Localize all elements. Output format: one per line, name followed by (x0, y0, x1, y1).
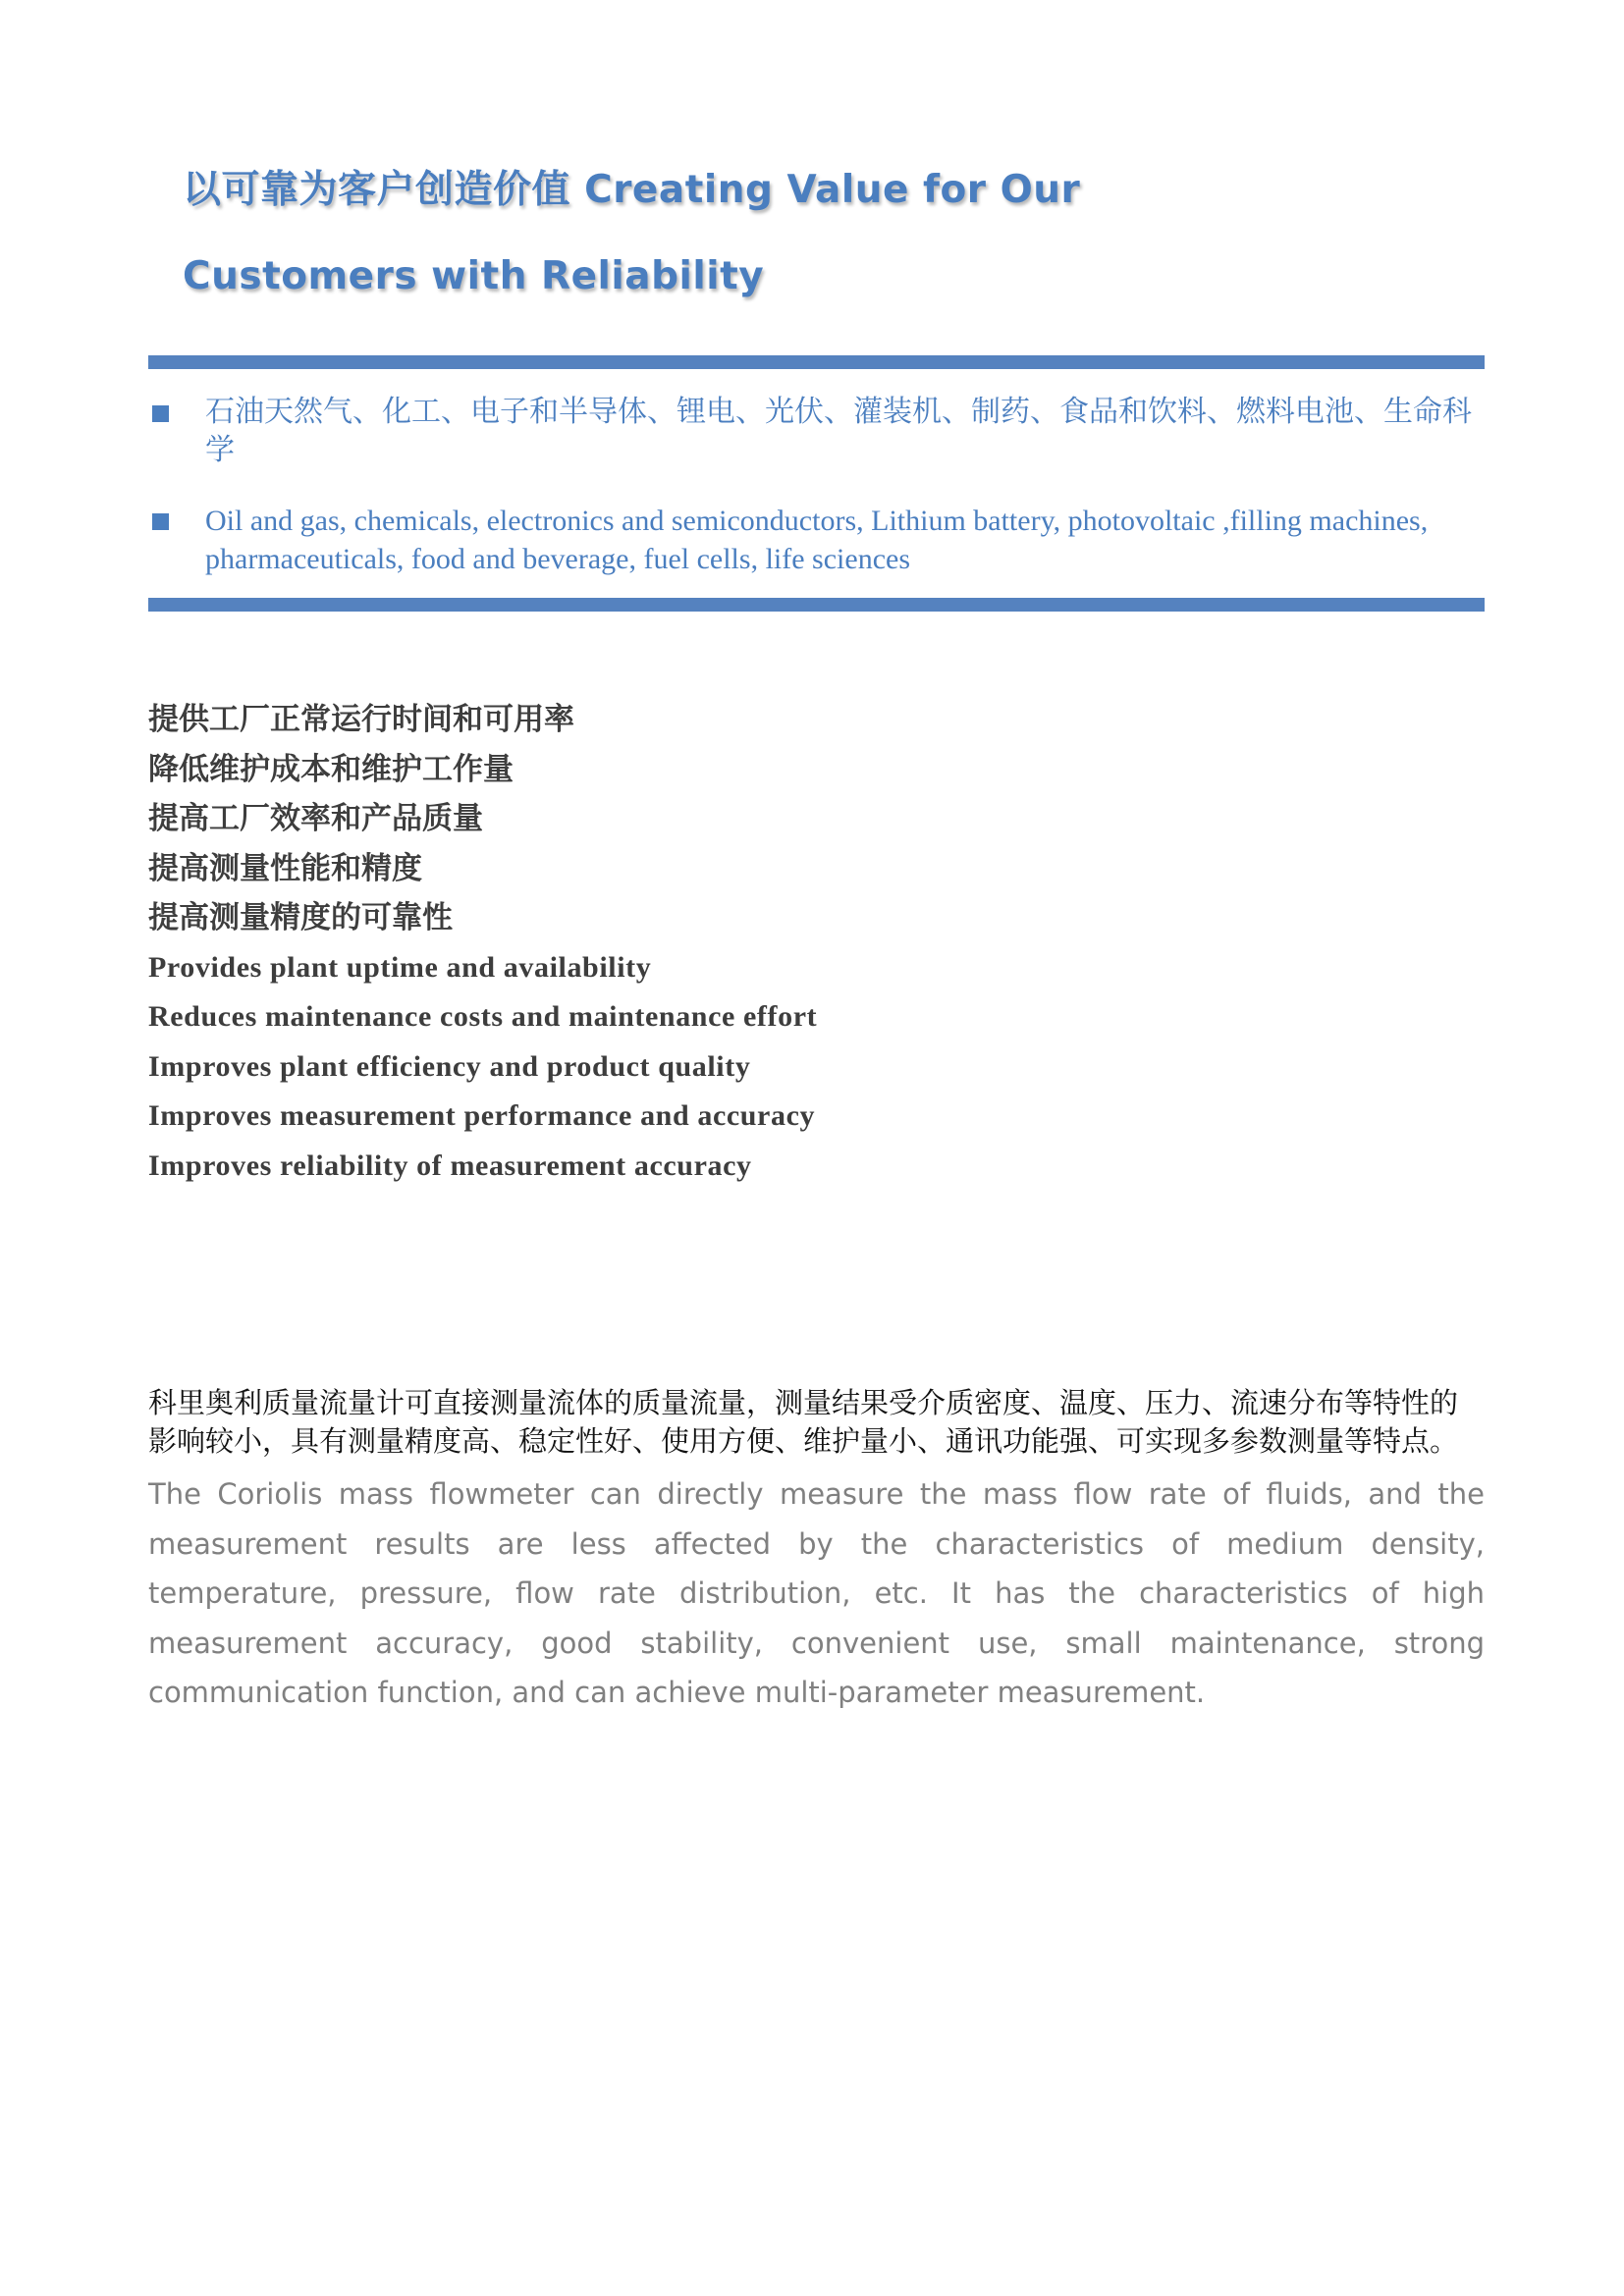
benefit-en-item: Improves reliability of measurement accuracy (148, 1148, 752, 1182)
square-bullet-icon (152, 405, 169, 422)
benefits-list (148, 695, 1425, 1191)
benefit-en-item: Improves plant efficiency and product quality (148, 1049, 751, 1083)
description-cn: 科里奥利质量流量计可直接测量流体的质量流量，测量结果受介质密度、温度、压力、流速分布等特性的影响较小，具有测量精度高、稳定性好、使用方便、维护量小、通讯功能强、可实现多参数测量等特点。 (148, 1386, 1459, 1458)
benefit-en-item: Provides plant uptime and availability (148, 950, 652, 984)
page-title: 以可靠为客户创造价值 Creating Value for Our Customers with Reliability (183, 168, 1081, 298)
industries-cn-text: 石油天然气、化工、电子和半导体、锂电、光伏、灌装机、制药、食品和饮料、燃料电池、生命科学 (205, 395, 1472, 467)
bottom-divider (148, 598, 1485, 612)
benefit-cn-item: 提高测量精度的可靠性 (148, 900, 453, 935)
square-bullet-icon (152, 513, 169, 530)
benefit-cn-item: 降低维护成本和维护工作量 (148, 751, 514, 787)
benefit-cn-item: 提供工厂正常运行时间和可用率 (148, 702, 574, 737)
benefit-cn-item: 提高测量性能和精度 (148, 850, 422, 886)
description-en: The Coriolis mass flowmeter can directly measure the mass flow rate of fluids, and the measurement results are less affected by the characteristics of medium density, temperature, pressure, flow rate distribution, etc. It has the characteristics of high measurement accuracy, good stability, convenient use, small maintenance, strong communication function, and can achieve multi-parameter measurement. (148, 1477, 1485, 1709)
top-divider (148, 355, 1485, 369)
benefit-cn-item: 提高工厂效率和产品质量 (148, 801, 483, 836)
industries-en-text: Oil and gas, chemicals, electronics and semiconductors, Lithium battery, photovoltaic ,filling machines, pharmaceuticals, food and beverage, fuel cells, life sciences (205, 505, 1429, 575)
benefit-en-item: Reduces maintenance costs and maintenance effort (148, 1000, 818, 1033)
benefit-en-item: Improves measurement performance and accuracy (148, 1099, 816, 1132)
